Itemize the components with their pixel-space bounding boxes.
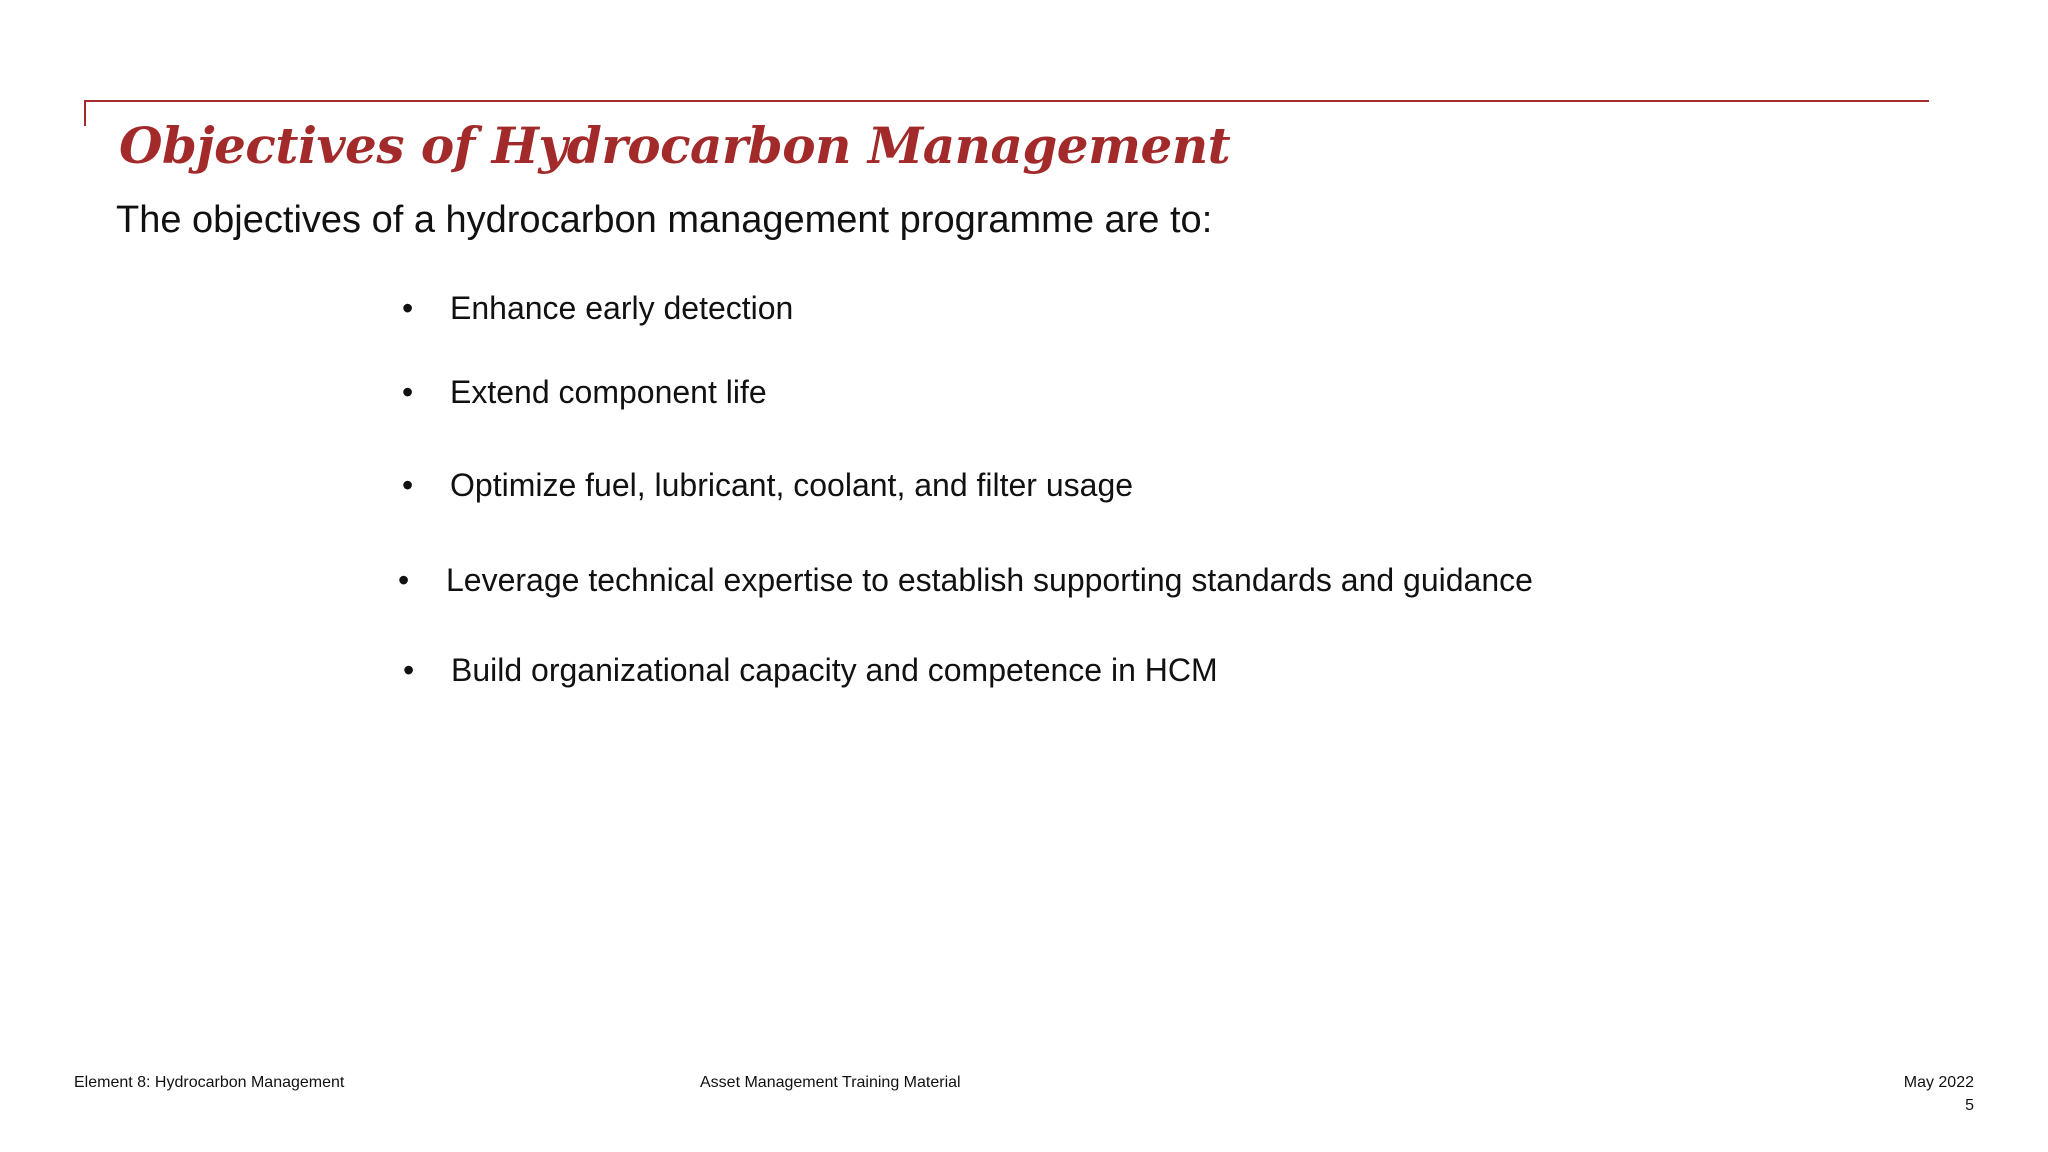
bullet-dot: •	[403, 652, 415, 688]
footer-element-label: Element 8: Hydrocarbon Management	[74, 1074, 345, 1091]
bullet-text: Leverage technical expertise to establish supporting standards and guidance	[446, 562, 1533, 598]
title-rule	[84, 100, 1929, 102]
title-rule-tick	[84, 100, 86, 126]
page-number: 5	[1965, 1097, 1974, 1114]
bullet-text: Extend component life	[450, 374, 767, 410]
slide-title: Objectives of Hydrocarbon Management	[119, 116, 1231, 175]
footer-training-label: Asset Management Training Material	[700, 1074, 961, 1091]
bullet-dot: •	[402, 290, 414, 326]
bullet-text: Build organizational capacity and competence in HCM	[451, 652, 1218, 688]
intro-text: The objectives of a hydrocarbon management programme are to:	[116, 199, 1213, 241]
footer-date: May 2022	[1903, 1074, 1974, 1091]
bullet-text: Enhance early detection	[450, 290, 794, 326]
bullet-dot: •	[402, 467, 414, 503]
bullet-dot: •	[402, 374, 414, 410]
bullet-text: Optimize fuel, lubricant, coolant, and filter usage	[450, 467, 1134, 503]
bullet-dot: •	[398, 562, 410, 598]
